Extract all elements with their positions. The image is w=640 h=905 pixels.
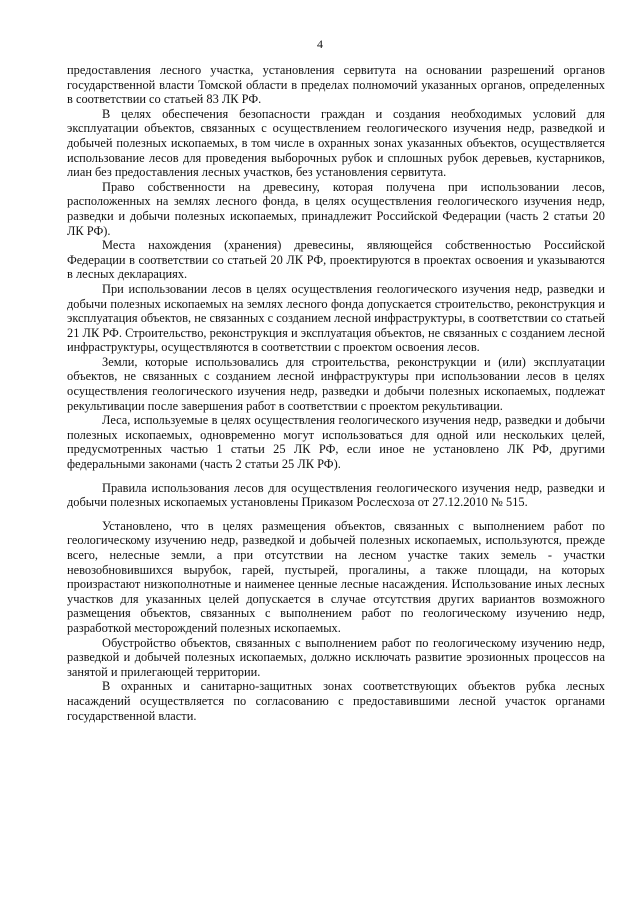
paragraph: В охранных и санитарно-защитных зонах соответствующих объектов рубка лесных насаждений осуществляется по согласованию с предоставившими лесной участок органами государственной власти.: [67, 679, 605, 723]
paragraph: Леса, используемые в целях осуществления геологического изучения недр, разведки и добычи полезных ископаемых, одновременно могут использоваться для одной или нескольких целей, предусмотренных частью 1 статьи 25 ЛК РФ, если иное не установлено ЛК РФ, другими федеральными законами (часть 2 статьи 25 ЛК РФ).: [67, 413, 605, 472]
paragraph: В целях обеспечения безопасности граждан и создания необходимых условий для эксплуатации объектов, связанных с осуществлением геологического изучения недр, разведкой и добычей полезных ископаемых, в том числе в охранных зонах указанных объектов, осуществляется использование лесов для проведения выборочных рубок и сплошных рубок деревьев, кустарников, лиан без предоставления лесных участков, без установления сервитута.: [67, 106, 605, 180]
paragraph: Правила использования лесов для осуществления геологического изучения недр, разведки и добычи полезных ископаемых установлены Приказом Рослесхоза от 27.12.2010 № 515.: [67, 480, 605, 510]
paragraph: Установлено, что в целях размещения объектов, связанных с выполнением работ по геологическому изучению недр, разведкой и добычей полезных ископаемых, используются, прежде всего, нелесные земли, а при отсутствии на лесном участке таких земель - участки невозобновившихся вырубок, гарей, пустырей, прогалины, а также площади, на которых произрастают низкополнотные и наименее ценные лесные насаждения. Использование иных лесных участков для указанных целей допускается в случае отсутствия других вариантов возможного размещения объектов, связанных с выполнением работ по геологическому изучению недр, разработкой месторождений полезных ископаемых.: [67, 518, 605, 635]
paragraph: Места нахождения (хранения) древесины, являющейся собственностью Российской Федерации в соответствии со статьей 20 ЛК РФ, проектируются в проектах освоения и указываются в лесных декларациях.: [67, 238, 605, 282]
page-number: 4: [317, 37, 323, 51]
paragraph: При использовании лесов в целях осуществления геологического изучения недр, разведки и добычи полезных ископаемых на землях лесного фонда допускается строительство, реконструкция и эксплуатация объектов, не связанных с созданием лесной инфраструктуры, в соответствии со статьей 21 ЛК РФ. Строительство, реконструкция и эксплуатация объектов, не связанных с созданием лесной инфраструктуры, осуществляются в соответствии с проектом освоения лесов.: [67, 281, 605, 355]
paragraph: Земли, которые использовались для строительства, реконструкции и (или) эксплуатации объектов, не связанных с созданием лесной инфраструктуры при использовании лесов в целях осуществления геологического изучения недр, разведки и добычи полезных ископаемых, подлежат рекультивации после завершения работ в соответствии с проектом рекультивации.: [67, 354, 605, 413]
body-text: [67, 63, 605, 723]
paragraph: Обустройство объектов, связанных с выполнением работ по геологическому изучению недр, разведкой и добычей полезных ископаемых, должно исключать развитие эрозионных процессов на занятой и прилегающей территории.: [67, 635, 605, 679]
paragraph: Право собственности на древесину, которая получена при использовании лесов, расположенных на землях лесного фонда, в целях осуществления геологического изучения недр, разведки и добычи полезных ископаемых, принадлежит Российской Федерации (часть 2 статьи 20 ЛК РФ).: [67, 179, 605, 238]
paragraph: предоставления лесного участка, установления сервитута на основании разрешений органов государственной власти Томской области в пределах полномочий указанных органов, определенных в соответствии со статьей 83 ЛК РФ.: [67, 63, 605, 107]
